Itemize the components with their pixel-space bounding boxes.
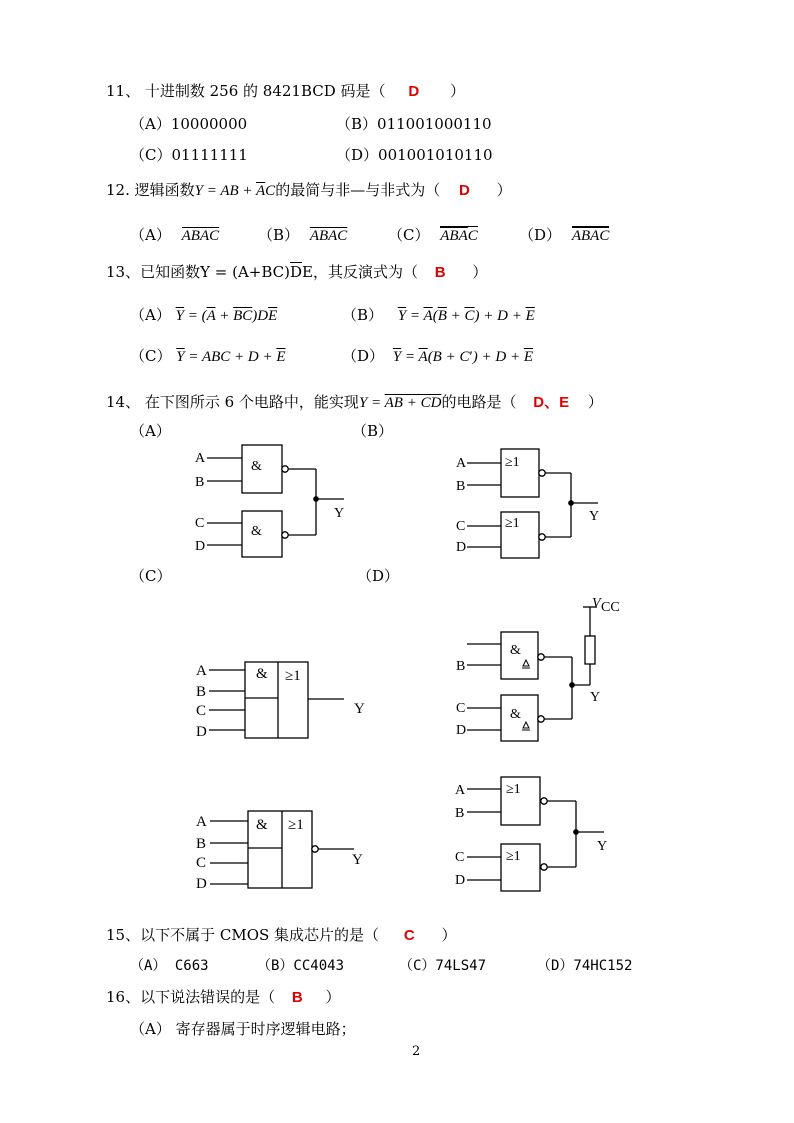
- q12-answer: D: [458, 182, 470, 199]
- gate-label: ≥1: [505, 455, 520, 470]
- gate-label: &: [256, 817, 268, 833]
- gate-label: ≥1: [285, 668, 301, 684]
- q12-option-b-expr: $\overline{AB}\overline{AC}$: [309, 228, 348, 244]
- q14-close: ）: [587, 393, 603, 411]
- inverter-bubble: [282, 466, 288, 472]
- circuit-f: [455, 777, 607, 891]
- q11-close: ）: [449, 82, 465, 100]
- inverter-bubble: [539, 470, 545, 476]
- input-label: B: [195, 475, 205, 490]
- q14-formula: Y = AB + CD: [358, 395, 442, 411]
- circuit-d: [456, 596, 620, 741]
- q13-option-a: （A） $\overline{Y} = (\overline{A} + \overline{BC})D\overline{E}$: [130, 306, 278, 324]
- output-label: Y: [354, 701, 365, 717]
- pull-up-resistor: [585, 636, 595, 664]
- q12-option-a: （A） $AB\overline{A}\overline{C}$: [130, 226, 220, 244]
- q14-label-b: （B）: [352, 422, 394, 440]
- q15-close: ）: [441, 926, 457, 944]
- junction-dot: [569, 501, 573, 505]
- circuit-a: [195, 445, 344, 557]
- input-label: D: [456, 540, 467, 555]
- inverter-bubble: [538, 716, 544, 722]
- input-label: A: [455, 783, 466, 798]
- q16-option-a: （A） 寄存器属于时序逻辑电路；: [130, 1020, 356, 1038]
- q12-stem-post: 的最简与非—与非式为（: [275, 181, 441, 199]
- gate-label: ≥1: [288, 817, 304, 833]
- q11-option-a: （A）10000000: [130, 115, 248, 133]
- circuit-a-and-gate-2: [242, 511, 282, 557]
- q16-answer: B: [291, 989, 303, 1006]
- gate-label: ≥1: [506, 782, 521, 797]
- vcc-subscript: CC: [601, 600, 620, 615]
- input-label: B: [196, 836, 207, 852]
- output-label: Y: [334, 506, 345, 521]
- q13-option-b-expr: $\overline{Y} = \overline{A}(\overline{B} + \overline{C}) + D + \overline{E}$: [397, 308, 535, 324]
- q14-stem-pre: 14、 在下图所示 6 个电路中，能实现: [106, 393, 359, 411]
- q11-stem-text: 11、 十进制数 256 的 8421BCD 码是（: [106, 82, 386, 100]
- input-label: A: [196, 663, 207, 679]
- gate-label: &: [510, 707, 521, 722]
- input-label: D: [196, 724, 207, 740]
- q13-answer: B: [434, 264, 446, 281]
- input-label: B: [456, 659, 466, 674]
- q15-option-b: （B）CC4043: [257, 958, 345, 974]
- input-label: B: [196, 684, 207, 700]
- q13-option-c-expr: $\overline{Y}$ = ABC + $D + \overline{E}$: [176, 349, 286, 365]
- q16-stem: [106, 988, 341, 1007]
- junction-dot: [574, 830, 578, 834]
- q13-option-d-expr: $\overline{Y} = \overline{A}(B + C') + D + \overline{E}$: [392, 349, 534, 365]
- q14-label-c: （C）: [130, 567, 172, 585]
- gate-label: &: [251, 524, 262, 539]
- input-label: C: [456, 519, 466, 534]
- input-label: A: [456, 456, 467, 471]
- circuit-b: [456, 449, 599, 558]
- circuit-e: [196, 811, 363, 892]
- output-label: Y: [597, 839, 608, 854]
- input-label: D: [456, 723, 467, 738]
- q12-option-d: （D） $AB\overline{A}C$: [519, 226, 610, 244]
- gate-label: ≥1: [505, 516, 520, 531]
- inverter-bubble: [541, 864, 547, 870]
- q15-answer: C: [403, 927, 415, 944]
- q14-answer: D、E: [533, 394, 570, 411]
- q13-close: ）: [472, 263, 488, 281]
- q11-option-c: （C）01111111: [130, 146, 248, 164]
- inverter-bubble: [541, 798, 547, 804]
- output-label: Y: [589, 509, 600, 524]
- q12-option-c: （C） $AB\overline{A}C$: [388, 226, 478, 244]
- gate-label: &: [510, 643, 521, 658]
- q12-formula: Y = AB + $\overline{A}C$: [194, 183, 276, 199]
- junction-dot: [570, 683, 574, 687]
- q14-stem-post: 的电路是（: [441, 393, 517, 411]
- q14-label-a: （A）: [130, 422, 171, 440]
- vcc-label: V: [592, 596, 601, 611]
- open-collector-mark: [522, 660, 530, 668]
- inverter-bubble: [539, 534, 545, 540]
- open-collector-mark: [522, 722, 530, 730]
- circuit-a-and-gate-1: [242, 445, 282, 493]
- input-label: C: [456, 701, 466, 716]
- input-label: D: [195, 539, 206, 554]
- q15-stem-text: 15、以下不属于 CMOS 集成芯片的是（: [106, 926, 380, 944]
- input-label: D: [196, 876, 207, 892]
- q12-stem-pre: 12. 逻辑函数: [106, 181, 195, 199]
- q16-stem-text: 16、以下说法错误的是（: [106, 988, 276, 1006]
- input-label: C: [195, 516, 205, 531]
- input-label: C: [196, 855, 207, 871]
- q13-stem-post: ，其反演式为（: [312, 263, 418, 281]
- q13-option-c: （C） $\overline{Y}$ = ABC + $D + \overline{E}$: [130, 347, 286, 365]
- junction-dot: [314, 497, 318, 501]
- inverter-bubble: [282, 532, 288, 538]
- q11-option-d: （D）001001010110: [336, 146, 493, 164]
- input-label: C: [455, 850, 465, 865]
- q13-stem-pre: 13、已知函数: [106, 263, 201, 281]
- input-label: B: [455, 806, 465, 821]
- q14-label-d: （D）: [357, 567, 400, 585]
- q12-option-b: （B） $\overline{AB}\overline{AC}$: [258, 226, 348, 244]
- output-label: Y: [352, 852, 363, 868]
- q12-option-c-expr: $AB\overline{A}C$: [440, 228, 478, 244]
- circuit-c: [196, 662, 365, 740]
- q13-option-a-expr: $\overline{Y} = (\overline{A} + \overline{BC})D\overline{E}$: [175, 308, 278, 324]
- inverter-bubble: [312, 846, 318, 852]
- q12-close: ）: [496, 181, 512, 199]
- q16-close: ）: [325, 988, 341, 1006]
- q13-formula: $Y = (A+BC)\overline{D}E$: [200, 263, 313, 281]
- gate-label: &: [256, 666, 268, 682]
- q15-stem: [106, 926, 456, 945]
- output-label: Y: [590, 690, 601, 705]
- input-label: D: [455, 873, 466, 888]
- input-label: A: [196, 814, 207, 830]
- q12-option-d-expr: $AB\overline{A}C$: [571, 228, 610, 244]
- inverter-bubble: [538, 654, 544, 660]
- page-number: 2: [412, 1044, 421, 1059]
- q11-answer: D: [408, 83, 420, 100]
- input-label: A: [195, 451, 206, 466]
- q15-option-a: （A） C663: [130, 958, 209, 974]
- input-label: B: [456, 479, 466, 494]
- q15-option-c: （C）74LS47: [399, 958, 487, 974]
- input-label: C: [196, 703, 207, 719]
- q13-option-d: （D） $\overline{Y} = \overline{A}(B + C') + D + \overline{E}$: [342, 347, 534, 365]
- q13-option-b: （B） $\overline{Y} = \overline{A}(\overline{B} + \overline{C}) + D + \overline{E}$: [342, 306, 535, 324]
- gate-label: &: [251, 459, 262, 474]
- q12-option-a-expr: $AB\overline{A}\overline{C}$: [181, 228, 220, 244]
- q11-option-b: （B）011001000110: [336, 115, 492, 133]
- gate-label: ≥1: [506, 849, 521, 864]
- q15-option-d: （D）74HC152: [537, 958, 633, 974]
